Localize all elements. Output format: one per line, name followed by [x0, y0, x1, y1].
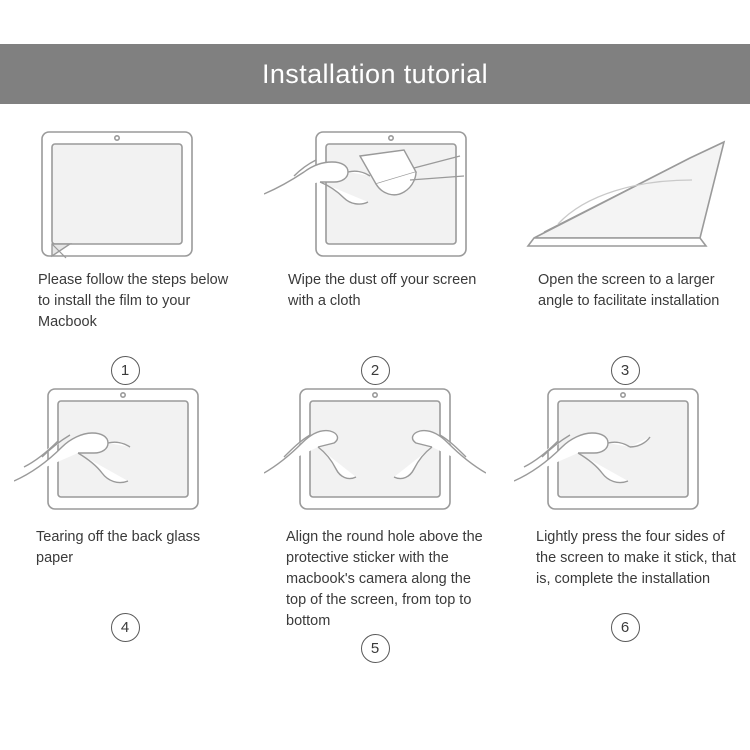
- tablet-with-peeling-film-icon: [14, 128, 236, 260]
- step-number-badge: 3: [611, 356, 640, 385]
- step-number-badge: 2: [361, 356, 390, 385]
- step-caption: Wipe the dust off your screen with a cloth: [288, 272, 477, 309]
- step-card-6: [500, 385, 750, 663]
- step-caption: Align the round hole above the protective sticker with the macbook's camera along the top of the screen, from top to bottom: [286, 529, 483, 629]
- step-card-2: [250, 128, 500, 385]
- open-laptop-side-view-icon: [514, 128, 736, 260]
- header-banner: [0, 44, 750, 104]
- step-number-badge: 5: [361, 634, 390, 663]
- step-card-5: [250, 385, 500, 663]
- step-number-badge: 6: [611, 613, 640, 642]
- page-title: Installation tutorial: [261, 58, 489, 89]
- step-number-badge: 1: [111, 356, 140, 385]
- step-number-badge: 4: [111, 613, 140, 642]
- steps-grid: [0, 128, 750, 663]
- hand-wiping-screen-with-cloth-icon: [264, 128, 486, 260]
- hand-pressing-screen-icon: [514, 385, 736, 517]
- step-card-4: [0, 385, 250, 663]
- step-caption: Tearing off the back glass paper: [36, 529, 201, 566]
- hand-peeling-back-paper-icon: [14, 385, 236, 517]
- step-card-3: [500, 128, 750, 385]
- step-caption: Please follow the steps below to install the film to your Macbook: [38, 272, 229, 330]
- step-card-1: [0, 128, 250, 385]
- two-hands-aligning-film-icon: [264, 385, 486, 517]
- step-caption: Open the screen to a larger angle to facilitate installation: [538, 272, 720, 309]
- step-caption: Lightly press the four sides of the screen to make it stick, that is, complete the installation: [536, 529, 736, 587]
